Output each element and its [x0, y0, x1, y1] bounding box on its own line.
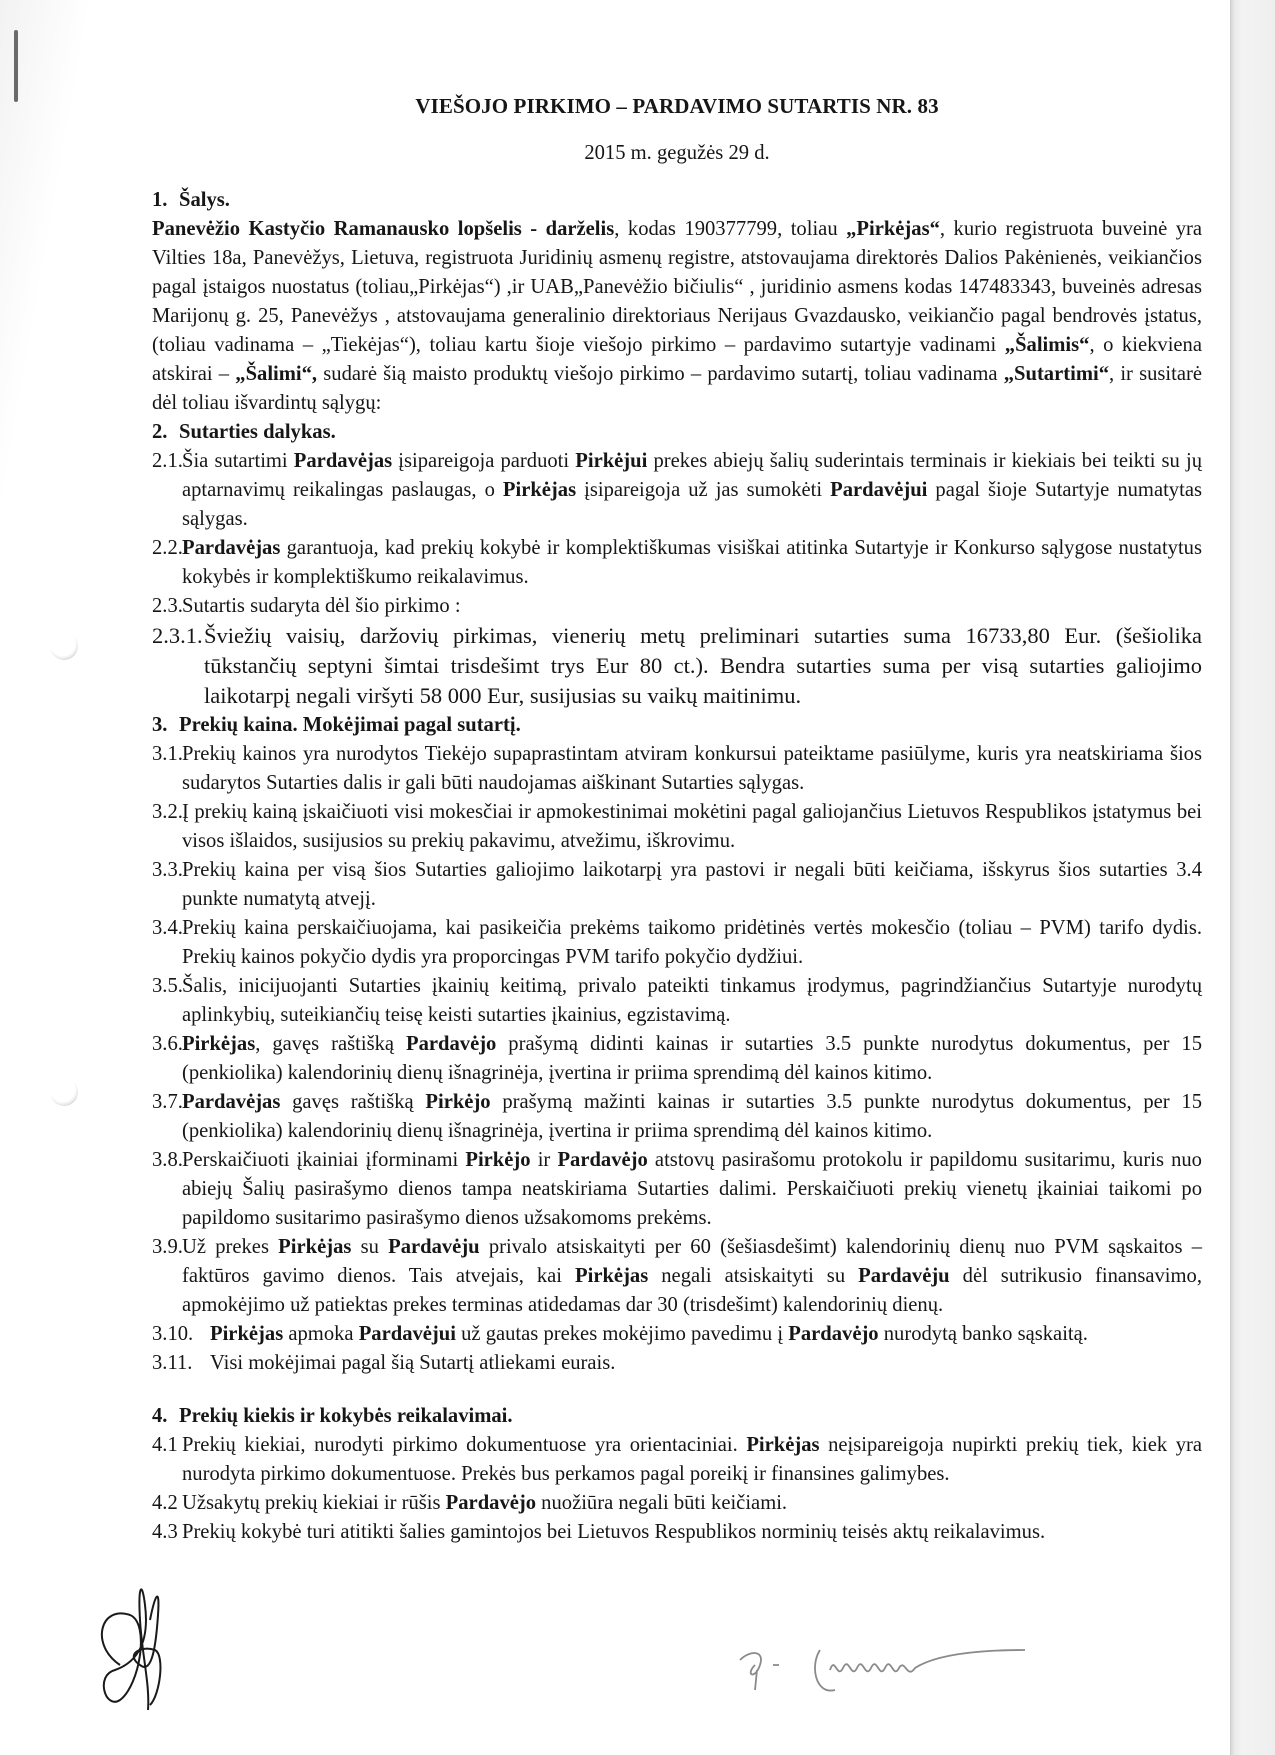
text-run: prekes abiejų šalių suderintais terminais ir kiekiais bei teikti su jų aptarnavimų reikalingas paslaugas, o — [182, 450, 1203, 501]
clause-2-2 — [152, 534, 1202, 592]
section-number: 2. — [152, 421, 168, 443]
text-run: su — [351, 1236, 389, 1258]
text-run: , ir susitarė dėl toliau išvardintų sąlygų: — [152, 363, 1202, 414]
staple-mark — [14, 30, 18, 102]
clause-4-3 — [152, 1518, 1202, 1547]
section-heading — [152, 711, 1202, 740]
clause-3-1 — [152, 740, 1202, 798]
clause-number: 2.3. — [152, 595, 183, 617]
clause-text — [182, 914, 1202, 972]
clause-text — [204, 621, 1202, 711]
clause-number: 3.10. — [152, 1323, 194, 1345]
clause-number: 2.2. — [152, 537, 183, 559]
clause-text — [210, 1320, 1202, 1349]
clause-number: 3.5. — [152, 975, 183, 997]
clause-text — [182, 447, 1202, 534]
text-run: garantuoja, kad prekių kokybė ir komplektiškumas visiškai atitinka Sutartyje ir Konkurso sąlygose nustatytus kokybės ir komplektiškumo reikalavimus. — [182, 537, 1202, 588]
clause-text — [182, 1489, 1202, 1518]
clause-number: 3.2. — [152, 801, 183, 823]
clause-text — [182, 1088, 1202, 1146]
party-term: Pardavėjo — [445, 1492, 537, 1514]
text-run: privalo atsiskaityti per 60 (šešiasdešimt) kalendorinių dienų nuo PVM sąskaitos – faktūros gavimo dienos. Tais atvejais, kai — [182, 1236, 1202, 1287]
text-run: Prekių kainos yra nurodytos Tiekėjo supaprastintam atviram konkursui pateiktame pasiūlyme, kuris yra neatskiriama šios sudarytos Sutarties dalis ir gali būti naudojamas aiškinant Sutarties sąlygas. — [182, 743, 1202, 794]
clause-3-5 — [152, 972, 1202, 1030]
clause-number: 3.3. — [152, 859, 183, 881]
text-run: sudarė šią maisto produktų viešojo pirkimo – pardavimo sutartį, toliau vadinama — [317, 363, 1004, 385]
clause-3-7 — [152, 1088, 1202, 1146]
section-number: 4. — [152, 1405, 168, 1427]
party-term: Pardavėju — [858, 1265, 950, 1287]
buyer-name: Panevėžio Kastyčio Ramanausko lopšelis - darželis — [152, 218, 615, 240]
text-run: , gavęs raštišką — [255, 1033, 406, 1055]
document-title: VIEŠOJO PIRKIMO – PARDAVIMO SUTARTIS NR. 83 — [415, 94, 939, 118]
party-term: Pirkėjas — [575, 1265, 649, 1287]
clause-text — [182, 856, 1202, 914]
clause-number: 3.11. — [152, 1352, 193, 1374]
clause-number: 2.1. — [152, 450, 183, 472]
section-heading — [152, 418, 1202, 447]
clause-number: 3.1. — [152, 743, 183, 765]
text-run: Prekių kaina perskaičiuojama, kai pasikeičia prekėms taikomo pridėtinės vertės mokesčio (toliau – PVM) tarifo dydis. Prekių kainos pokyčio dydis yra proporcingas PVM tarifo pokyčio dydžiui. — [182, 917, 1202, 968]
clause-text — [182, 534, 1202, 592]
section-heading — [152, 186, 1202, 215]
text-run: Perskaičiuoti įkainiai įforminami — [182, 1149, 466, 1171]
section-heading — [152, 1402, 1202, 1431]
party-term: Pardavėjui — [830, 479, 928, 501]
party-term: Pirkėjas — [278, 1236, 352, 1258]
party-term: Pardavėjui — [358, 1323, 456, 1345]
buyer-signature — [80, 1575, 200, 1715]
clause-3-2 — [152, 798, 1202, 856]
clause-3-4 — [152, 914, 1202, 972]
text-run: apmoka — [283, 1323, 359, 1345]
text-run: pagal šioje Sutartyje numatytas sąlygas. — [182, 479, 1202, 530]
party-term: Pardavėjas — [182, 1091, 281, 1113]
party-alias: „Šalimi“, — [235, 363, 318, 385]
clause-number: 4.2 — [152, 1492, 178, 1514]
text-run: prašymą mažinti kainas ir sutarties 3.5 punkte nurodytus dokumentus, per 15 (penkiolika) kalendorinių dienų išnagrinėja, įvertina ir priima sprendimą dėl kainos kitimo. — [182, 1091, 1202, 1142]
clause-number: 3.9. — [152, 1236, 183, 1258]
clause-2-1 — [152, 447, 1202, 534]
clause-number: 4.1 — [152, 1434, 178, 1456]
clause-text — [182, 1233, 1202, 1320]
clause-number: 4.3 — [152, 1521, 178, 1543]
clause-2-3-1 — [152, 621, 1202, 711]
parties-paragraph — [152, 215, 1202, 418]
scan-edge-shadow — [1230, 0, 1275, 1755]
party-term: Pirkėjas — [746, 1434, 820, 1456]
clause-number: 3.8. — [152, 1149, 183, 1171]
party-term: Pirkėjas — [210, 1323, 284, 1345]
clause-list — [152, 740, 1202, 1378]
text-run: nurodytą banko sąskaitą. — [878, 1323, 1088, 1345]
text-run: nuožiūra negali būti keičiami. — [536, 1492, 788, 1514]
text-run: Užsakytų prekių kiekiai ir rūšis — [182, 1492, 446, 1514]
party-term: Pirkėjas — [182, 1033, 256, 1055]
clause-number: 3.7. — [152, 1091, 183, 1113]
section-number: 1. — [152, 189, 168, 211]
text-run: Prekių kokybė turi atitikti šalies gamintojos bei Lietuvos Respublikos norminių teisės aktų reikalavimus. — [182, 1521, 1046, 1543]
punch-hole-icon — [50, 632, 78, 660]
text-run: įsipareigoja už jas sumokėti — [576, 479, 831, 501]
text-run: , o kiekviena atskirai – — [152, 334, 1202, 385]
text-run: ir — [530, 1149, 558, 1171]
party-term: Pardavėjo — [557, 1149, 648, 1171]
section-number: 3. — [152, 714, 168, 736]
party-term: Pardavėju — [388, 1236, 480, 1258]
parties-alias: „Šalimis“ — [1004, 334, 1090, 356]
clause-text — [210, 1349, 1202, 1378]
clause-text — [182, 592, 1202, 621]
text-run: įsipareigoja parduoti — [392, 450, 576, 472]
text-run: Šalis, inicijuojanti Sutarties įkainių keitimą, privalo pateikti tinkamus įrodymus, pagrindžiančius Sutartyje nurodytų aplinkybių, suteikiančių teisę keisti sutarties įkainius, egzistavimą. — [182, 975, 1202, 1026]
clause-text — [182, 1030, 1202, 1088]
party-term: Pardavėjas — [293, 450, 393, 472]
section-title: Prekių kiekis ir kokybės reikalavimai. — [179, 1405, 513, 1427]
clause-number: 3.6. — [152, 1033, 183, 1055]
clause-3-9 — [152, 1233, 1202, 1320]
text-run: neįsipareigoja nupirkti prekių tiek, kiek yra nurodyta pirkimo dokumentuose. Prekės bus perkamos pagal poreikį ir finansines galimybes. — [182, 1434, 1202, 1485]
buyer-alias: „Pirkėjas“ — [846, 218, 940, 240]
clause-3-11 — [152, 1349, 1202, 1378]
clause-number: 2.3.1. — [152, 623, 203, 648]
text-run: Prekių kiekiai, nurodyti pirkimo dokumentuose yra orientaciniai. — [182, 1434, 747, 1456]
text-run: prašymą didinti kainas ir sutarties 3.5 punkte nurodytus dokumentus, per 15 (penkiolika) kalendorinių dienų išnagrinėja, įvertina ir priima sprendimą dėl kainos kitimo. — [182, 1033, 1202, 1084]
punch-hole-icon — [50, 1078, 78, 1106]
clause-text — [182, 740, 1202, 798]
text-run: Šia sutartimi — [182, 450, 294, 472]
text-run: dėl sutrikusio finansavimo, apmokėjimo už patiektas prekes terminas atidedamas dar 30 (trisdešimt) kalendorinių dienų. — [182, 1265, 1202, 1316]
text-run: Visi mokėjimai pagal šią Sutartį atliekami eurais. — [210, 1352, 616, 1374]
clause-text — [182, 1431, 1202, 1489]
party-term: Pirkėjas — [502, 479, 577, 501]
clause-3-8 — [152, 1146, 1202, 1233]
text-run: už gautas prekes mokėjimo pavedimu į — [455, 1323, 789, 1345]
clause-list — [152, 1431, 1202, 1547]
clause-text — [182, 1518, 1202, 1547]
text-run: , kodas 190377799, toliau — [614, 218, 847, 240]
text-run: atstovų pasirašomu protokolu ir papildomu susitarimu, kuris nuo abiejų Šalių pasirašymo dienos tampa neatskiriama Sutarties dalimi. Perskaičiuoti prekių vienetų įkainiai taikomi po papildomo susitarimo pasirašymo dienos užsakomoms prekėms. — [182, 1149, 1202, 1229]
spacer — [152, 1378, 1202, 1402]
clause-3-6 — [152, 1030, 1202, 1088]
clause-4-2 — [152, 1489, 1202, 1518]
section-title: Prekių kaina. Mokėjimai pagal sutartį. — [179, 714, 521, 736]
text-run: Už prekes — [182, 1236, 279, 1258]
clause-list — [152, 447, 1202, 711]
section-title: Sutarties dalykas. — [179, 421, 336, 443]
section-title: Šalys. — [179, 189, 230, 211]
clause-3-3 — [152, 856, 1202, 914]
clause-number: 3.4. — [152, 917, 183, 939]
text-run: negali atsiskaityti su — [648, 1265, 859, 1287]
seller-signature — [725, 1610, 1145, 1700]
party-term: Pardavėjas — [182, 537, 281, 559]
clause-4-1 — [152, 1431, 1202, 1489]
text-run: gavęs raštišką — [280, 1091, 426, 1113]
clause-text — [182, 1146, 1202, 1233]
party-term: Pirkėjo — [425, 1091, 491, 1113]
document-body — [152, 92, 1202, 1547]
party-term: Pirkėjo — [465, 1149, 531, 1171]
document-date: 2015 m. gegužės 29 d. — [584, 142, 770, 164]
text-run: Į prekių kainą įskaičiuoti visi mokesčiai ir apmokestinimai mokėtini pagal galiojančius Lietuvos Respublikos įstatymus bei visos išlaidos, susijusios su prekių pakavimu, atvežimu, iškrovimu. — [182, 801, 1202, 852]
text-run: , kurio registruota buveinė yra Vilties 18a, Panevėžys, Lietuva, registruota Juridinių asmenų registre, atstovaujama direktorės Dalios Pakėnienės, veikiančios pagal įstaigos nuostatus (toliau„Pirkėjas“) ,ir UAB„Panevėžio bičiulis“ , juridinio asmens kodas 147483343, buveinės adresas Marijonų g. 25, Panevėžys , atstovaujama generalinio direktoriaus Nerijaus Gvazdausko, veikiančio pagal bendrovės įstatus, (toliau vadinama – „Tiekėjas“), toliau kartu šioje viešojo pirkimo – pardavimo sutartyje vadinami — [152, 218, 1202, 356]
clause-text — [182, 972, 1202, 1030]
party-term: Pardavėjo — [406, 1033, 497, 1055]
text-run: Šviežių vaisių, daržovių pirkimas, vienerių metų preliminari sutarties suma 16733,80 Eur. (šešiolika tūkstančių septyni šimtai trisdešimt trys Eur 80 ct.). Bendra sutarties suma per visą sutarties galiojimo laikotarpį negali viršyti 58 000 Eur, susijusias su vaikų maitinimu. — [204, 623, 1202, 708]
text-run: Prekių kaina per visą šios Sutarties galiojimo laikotarpį yra pastovi ir negali būti keičiama, išskyrus šios sutarties 3.4 punkte numatytą atvejį. — [182, 859, 1202, 910]
contract-alias: „Sutartimi“ — [1003, 363, 1109, 385]
clause-3-10 — [152, 1320, 1202, 1349]
clause-text — [182, 798, 1202, 856]
party-term: Pardavėjo — [788, 1323, 879, 1345]
text-run: Sutartis sudaryta dėl šio pirkimo : — [182, 595, 461, 617]
clause-2-3 — [152, 592, 1202, 621]
party-term: Pirkėjui — [575, 450, 648, 472]
